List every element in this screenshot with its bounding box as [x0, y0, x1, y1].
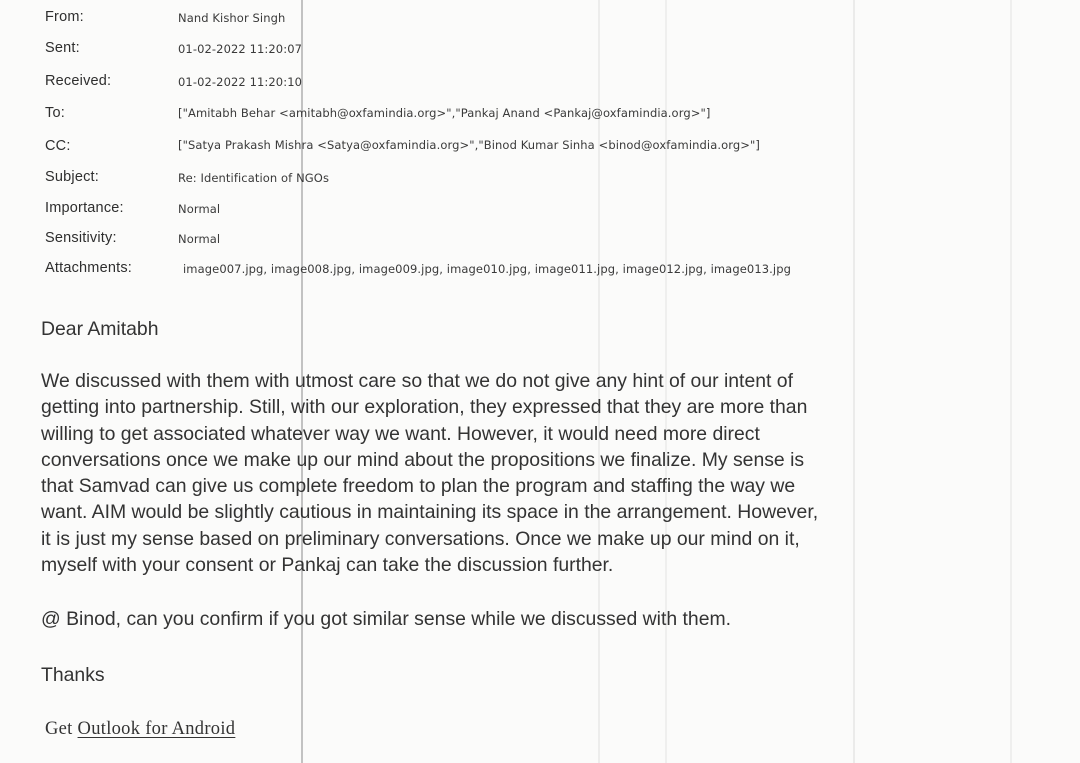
cc-label: CC:	[45, 138, 71, 154]
signature-prefix: Get	[45, 719, 78, 739]
paragraph-line: willing to get associated whatever way we want. However, it would need more direct	[41, 422, 760, 445]
paragraph-line: that Samvad can give us complete freedom to plan the program and staffing the way we	[41, 475, 796, 498]
received-label: Received:	[45, 73, 112, 89]
to-label: To:	[45, 105, 65, 121]
outlook-signature	[45, 719, 235, 740]
message-paragraph	[41, 368, 1041, 578]
cc-value: ["Satya Prakash Mishra <Satya@oxfamindia.org>","Binod Kumar Sinha <binod@oxfamindia.org>"]	[178, 138, 760, 152]
sign-off: Thanks	[41, 664, 105, 686]
greeting: Dear Amitabh	[41, 318, 159, 340]
sent-label: Sent:	[45, 40, 80, 56]
paragraph-line: getting into partnership. Still, with our exploration, they expressed that they are more than	[41, 396, 808, 419]
paragraph-line: conversations once we make up our mind about the propositions we finalize. My sense is	[41, 448, 805, 471]
paragraph-line: want. AIM would be slightly cautious in maintaining its space in the arrangement. However,	[41, 501, 819, 524]
importance-label: Importance:	[45, 200, 124, 216]
attachments-label: Attachments:	[45, 260, 133, 276]
importance-value: Normal	[178, 202, 221, 216]
paragraph-line: myself with your consent or Pankaj can take the discussion further.	[41, 554, 614, 577]
received-value: 01-02-2022 11:20:10	[178, 75, 303, 89]
sent-value: 01-02-2022 11:20:07	[178, 42, 303, 56]
outlook-for-android-link[interactable]: Outlook for Android	[77, 719, 236, 739]
subject-value: Re: Identification of NGOs	[178, 171, 330, 185]
from-value: Nand Kishor Singh	[178, 11, 286, 25]
paragraph-line: We discussed with them with utmost care so that we do not give any hint of our intent of	[41, 370, 793, 392]
attachments-value: image007.jpg, image008.jpg, image009.jpg, image010.jpg, image011.jpg, image012.jpg, image013.jpg	[183, 262, 792, 276]
sensitivity-label: Sensitivity:	[45, 230, 117, 246]
paragraph-line: it is just my sense based on preliminary conversations. Once we make up our mind on it,	[41, 527, 800, 550]
sensitivity-value: Normal	[178, 232, 221, 246]
to-value: ["Amitabh Behar <amitabh@oxfamindia.org>","Pankaj Anand <Pankaj@oxfamindia.org>"]	[178, 106, 711, 120]
subject-label: Subject:	[45, 169, 99, 185]
binod-question: @ Binod, can you confirm if you got similar sense while we discussed with them.	[41, 608, 732, 630]
from-label: From:	[45, 9, 84, 25]
